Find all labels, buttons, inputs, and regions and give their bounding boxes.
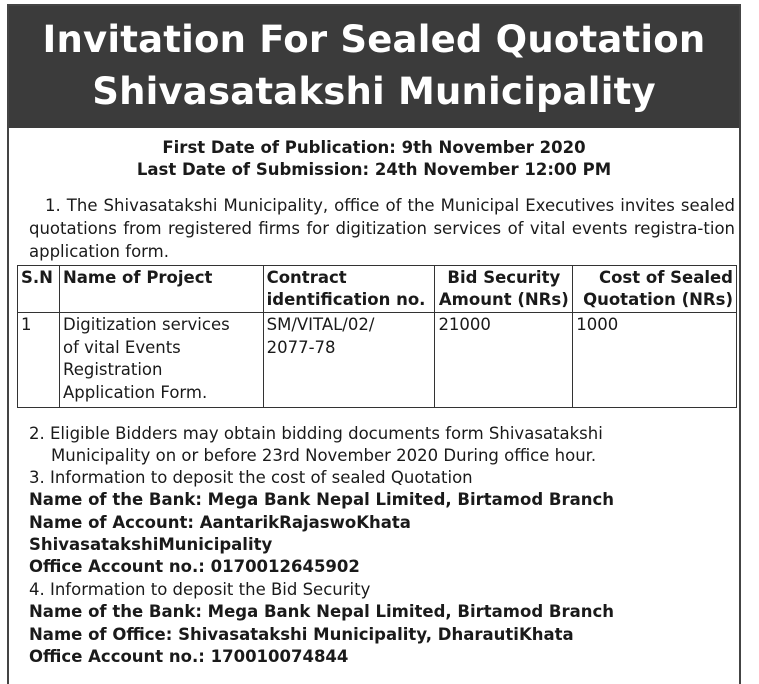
header-sn: S.N: [18, 266, 60, 313]
header-contract-id: Contract identification no.: [263, 266, 435, 313]
item-3: [29, 467, 614, 578]
table-header-row: [18, 266, 737, 313]
item-3-account-name: Name of Account: AantarikRajaswoKhata: [29, 512, 411, 532]
submission-date: Last Date of Submission: 24th November 12:00 PM: [136, 160, 612, 179]
intro-paragraph: [29, 194, 735, 263]
cell-sn: 1: [18, 313, 60, 408]
quotation-notice: [7, 4, 741, 684]
municipality-name: Shivasatakshi Municipality: [92, 70, 656, 113]
item-4-office: Name of Office: Shivasatakshi Municipality, DharautiKhata: [29, 624, 574, 644]
notice-title: Invitation For Sealed Quotation: [42, 18, 706, 61]
item-4-heading: 4. Information to deposit the Bid Security: [29, 580, 371, 599]
item-3-account-name-cont: ShivasatakshiMunicipality: [29, 534, 273, 554]
item-3-account-no: Office Account no.: 0170012645902: [29, 557, 360, 577]
item-3-heading: 3. Information to deposit the cost of sealed Quotation: [29, 468, 473, 487]
project-table: [17, 265, 737, 408]
item-4-account-no: Office Account no.: 170010074844: [29, 646, 349, 666]
publication-date: First Date of Publication: 9th November 2020: [162, 138, 586, 157]
table-row: [18, 313, 737, 408]
item-3-bank: Name of the Bank: Mega Bank Nepal Limited, Birtamod Branch: [29, 490, 615, 510]
item-4: [29, 579, 614, 668]
title-banner: [9, 6, 739, 128]
item-4-bank: Name of the Bank: Mega Bank Nepal Limited, Birtamod Branch: [29, 602, 615, 622]
header-project-name: Name of Project: [59, 266, 263, 313]
cell-project-name: Digitization services of vital Events Registration Application Form.: [59, 313, 263, 408]
item-2: 2. Eligible Bidders may obtain bidding documents form Shivasatakshi Municipality on or before 23rd November 2020 During office hour.: [29, 424, 603, 466]
cell-cost: 1000: [573, 313, 737, 408]
header-cost: Cost of Sealed Quotation (NRs): [573, 266, 737, 313]
header-bid-security: Bid Security Amount (NRs): [435, 266, 573, 313]
cell-contract-id: SM/VITAL/02/ 2077-78: [263, 313, 435, 408]
intro-text: 1. The Shivasatakshi Municipality, office of the Municipal Executives invites sealed quotations from registered firms for digitization services of vital events registra-tion application form.: [29, 196, 735, 261]
cell-bid-security: 21000: [435, 313, 573, 408]
